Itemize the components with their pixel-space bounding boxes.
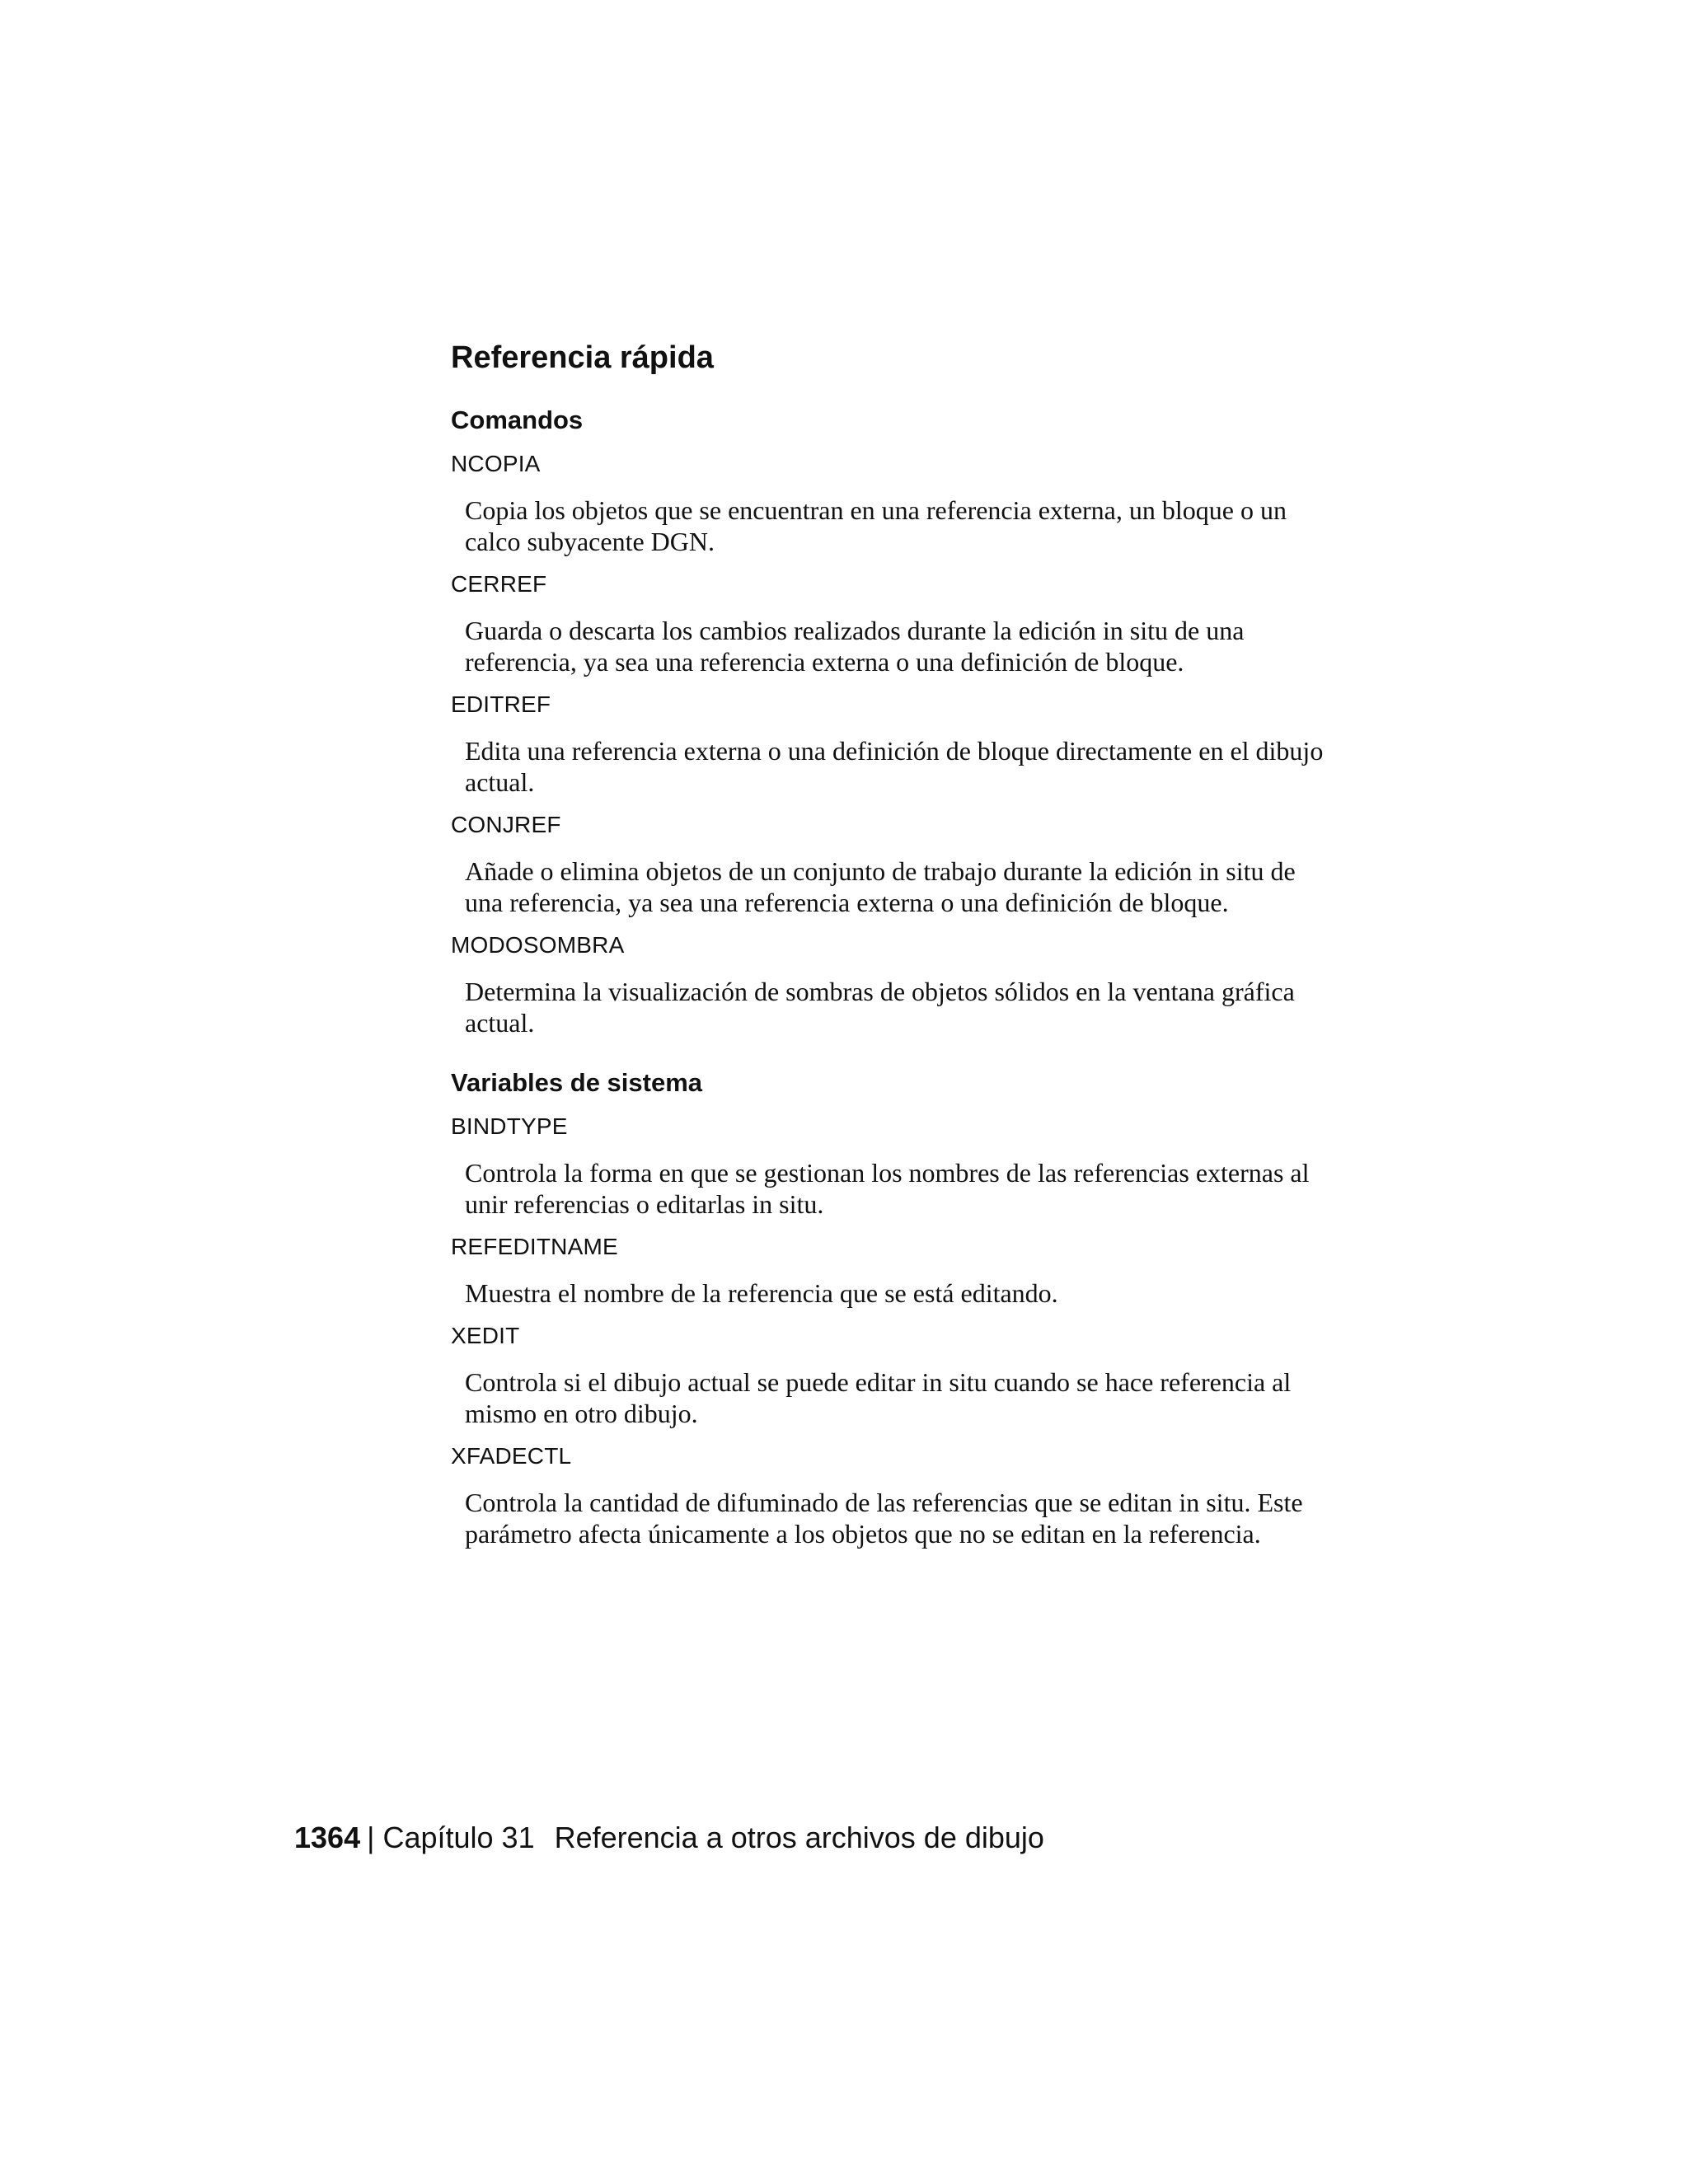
variable-description: Muestra el nombre de la referencia que se está editando.	[465, 1278, 1058, 1308]
command-name: CONJREF	[451, 812, 561, 837]
commands-heading: Comandos	[451, 405, 584, 434]
section-title: Referencia rápida	[451, 340, 714, 375]
variable-entry	[451, 1441, 1341, 1549]
command-entry	[451, 569, 1341, 677]
command-description: Añade o elimina objetos de un conjunto de trabajo durante la edición in situ de una referencia, ya sea una referencia externa o una definición de bloque.	[465, 856, 1296, 917]
command-name: MODOSOMBRA	[451, 932, 625, 958]
page-footer	[294, 1818, 1044, 1858]
command-description: Determina la visualización de sombras de objetos sólidos en la ventana gráfica actual.	[465, 977, 1295, 1038]
command-name: NCOPIA	[451, 451, 541, 476]
variable-description: Controla la forma en que se gestionan los nombres de las referencias externas al unir referencias o editarlas in situ.	[465, 1158, 1310, 1219]
variable-entry	[451, 1231, 1341, 1309]
page-number: 1364	[294, 1821, 361, 1854]
variable-name: XFADECTL	[451, 1443, 572, 1469]
command-entry	[451, 689, 1341, 798]
chapter-title: Referencia a otros archivos de dibujo	[554, 1821, 1044, 1854]
command-name: EDITREF	[451, 691, 551, 717]
command-entry	[451, 930, 1341, 1038]
footer-separator: |	[367, 1821, 375, 1854]
variable-entry	[451, 1111, 1341, 1220]
command-description: Guarda o descarta los cambios realizados durante la edición in situ de una referencia, ya sea una referencia externa o una definición de bloque.	[465, 616, 1245, 677]
command-description: Edita una referencia externa o una definición de bloque directamente en el dibujo actual.	[465, 736, 1324, 797]
command-name: CERREF	[451, 571, 547, 597]
variable-description: Controla la cantidad de difuminado de las referencias que se editan in situ. Este parámetro afecta únicamente a los objetos que no se editan en la referencia.	[465, 1488, 1303, 1549]
command-description: Copia los objetos que se encuentran en una referencia externa, un bloque o un calco subyacente DGN.	[465, 495, 1287, 556]
variable-name: BINDTYPE	[451, 1113, 568, 1139]
variable-name: XEDIT	[451, 1323, 520, 1348]
system-variables-heading: Variables de sistema	[451, 1068, 703, 1097]
command-entry	[451, 809, 1341, 918]
variable-description: Controla si el dibujo actual se puede editar in situ cuando se hace referencia al mismo en otro dibujo.	[465, 1367, 1292, 1428]
variable-name: REFEDITNAME	[451, 1234, 618, 1259]
page-content	[451, 338, 1341, 1561]
chapter-label: Capítulo 31	[382, 1821, 535, 1854]
command-entry	[451, 448, 1341, 557]
variable-entry	[451, 1320, 1341, 1429]
